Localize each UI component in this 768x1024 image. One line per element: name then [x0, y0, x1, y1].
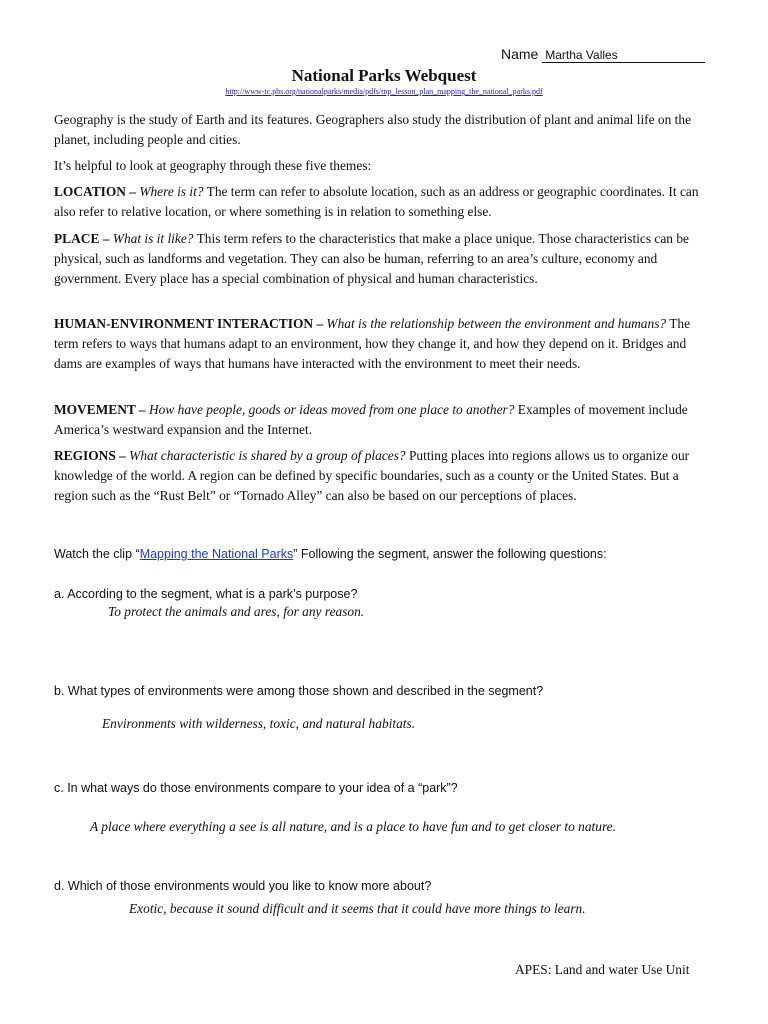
answer-a: To protect the animals and ares, for any reason. — [108, 604, 365, 619]
theme-text: The term can refer to absolute location, such as an address or geographic coordinates. It can also refer to relative location, or where something is in relation to something else. — [54, 184, 699, 219]
question-c: c. In what ways do those environments compare to your idea of a “park”? — [54, 781, 458, 795]
clip-instruction — [54, 544, 714, 564]
answer-b: Environments with wilderness, toxic, and natural habitats. — [102, 716, 416, 731]
theme-label: REGIONS – — [54, 448, 126, 463]
theme-text: The term refers to ways that humans adapt to an environment, how they change it, and how they depend on it. Bridges and dams are examples of ways that humans have interacted with the environment to meet their needs. — [54, 316, 691, 371]
answer-c: A place where everything a see is all nature, and is a place to have fun and to get closer to nature. — [90, 819, 616, 834]
question-d: d. Which of those environments would you like to know more about? — [54, 879, 432, 893]
theme-question: How have people, goods or ideas moved from one place to another? — [145, 402, 515, 417]
theme-label: PLACE – — [54, 231, 110, 246]
theme-human-environment — [54, 314, 714, 374]
theme-label: MOVEMENT – — [54, 402, 146, 417]
answer-d: Exotic, because it sound difficult and it seems that it could have more things to learn. — [129, 901, 586, 916]
name-label: Name — [501, 46, 539, 62]
theme-label: HUMAN-ENVIRONMENT INTERACTION – — [54, 316, 324, 331]
source-url-link[interactable]: http://www-tc.pbs.org/nationalparks/media/pdfs/tnp_lesson_plan_mapping_the_national_parks.pdf — [225, 87, 543, 96]
theme-question: What is it like? — [109, 231, 194, 246]
theme-text: Examples of movement include America’s westward expansion and the Internet. — [54, 402, 688, 437]
theme-text: This term refers to the characteristics that make a place unique. Those characteristics can be physical, such as landforms and vegetation. They can also be human, referring to an area’s culture, economy and government. Every place has a special combination of physical and human characteristics. — [54, 231, 689, 286]
theme-question: Where is it? — [135, 184, 204, 199]
instruction-after: ” Following the segment, answer the following questions: — [293, 547, 607, 561]
name-field — [501, 46, 705, 63]
theme-regions — [54, 446, 714, 506]
theme-label: LOCATION – — [54, 184, 136, 199]
theme-location — [54, 182, 714, 222]
theme-place — [54, 229, 714, 289]
footer-unit-label: APES: Land and water Use Unit — [515, 962, 690, 977]
theme-movement — [54, 400, 714, 440]
intro-paragraph: Geography is the study of Earth and its features. Geographers also study the distribution of plant and animal life on the planet, including people and cities. — [54, 112, 692, 147]
page-title: National Parks Webquest — [291, 66, 477, 85]
clip-link[interactable]: Mapping the National Parks — [139, 547, 294, 561]
question-b: b. What types of environments were among those shown and described in the segment? — [54, 684, 544, 698]
question-a: a. According to the segment, what is a park’s purpose? — [54, 587, 358, 601]
theme-question: What is the relationship between the environment and humans? — [323, 316, 667, 331]
theme-text: Putting places into regions allows us to organize our knowledge of the world. A region can be defined by specific boundaries, such as a county or the United States. But a region such as the “Rust Belt” or “Tornado Alley” can also be based on our perceptions of places. — [54, 448, 690, 503]
themes-intro: It’s helpful to look at geography through these five themes: — [54, 158, 372, 173]
theme-question: What characteristic is shared by a group of places? — [125, 448, 406, 463]
name-value: Martha Valles — [542, 48, 705, 63]
instruction-before: Watch the clip “ — [54, 547, 140, 561]
